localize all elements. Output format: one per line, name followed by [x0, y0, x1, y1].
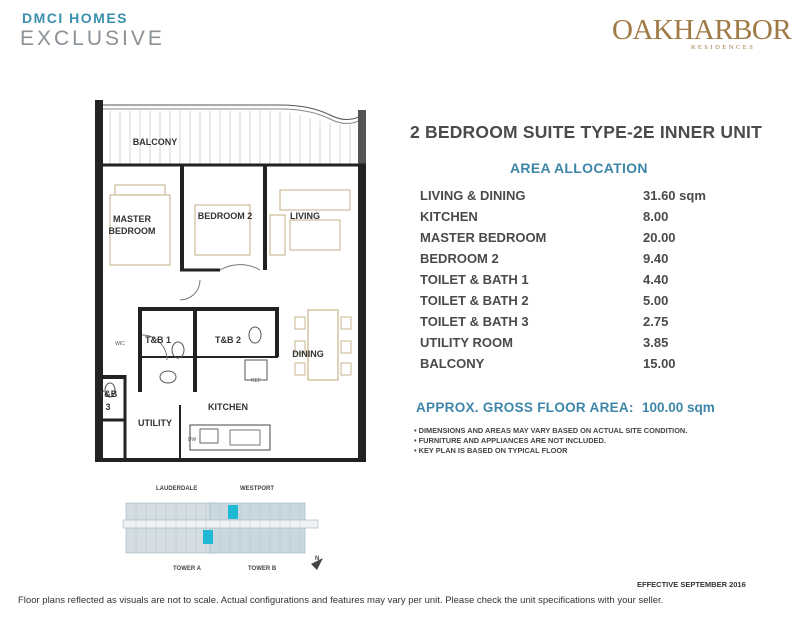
key-plan-highlight-lower — [203, 530, 213, 544]
area-row — [420, 209, 780, 230]
area-allocation-heading: AREA ALLOCATION — [510, 160, 648, 176]
area-value: 2.75 — [643, 314, 669, 329]
key-plan-lauderdale: LAUDERDALE — [156, 486, 198, 492]
area-label: LIVING & DINING — [420, 188, 526, 203]
area-row — [420, 335, 780, 356]
room-label-wic: WIC — [115, 341, 125, 347]
room-label-tb2: T&B 2 — [214, 335, 242, 345]
room-label-tb1: T&B 1 — [144, 335, 172, 345]
gross-floor-area-value: 100.00 sqm — [642, 400, 715, 415]
area-value: 3.85 — [643, 335, 669, 350]
area-row — [420, 356, 780, 377]
area-value: 5.00 — [643, 293, 669, 308]
key-plan-highlight-upper — [228, 505, 238, 519]
area-value: 8.00 — [643, 209, 669, 224]
disclaimer: Floor plans reflected as visuals are not to scale. Actual configurations and features may vary per unit. Please check the unit specifications with your seller. — [18, 595, 664, 606]
room-label-balcony: BALCONY — [132, 137, 178, 147]
room-label-dining: DINING — [292, 349, 324, 359]
note-furniture: • FURNITURE AND APPLIANCES ARE NOT INCLUDED. — [414, 436, 606, 445]
area-label: TOILET & BATH 1 — [420, 272, 529, 287]
area-row — [420, 314, 780, 335]
area-value: 4.40 — [643, 272, 669, 287]
floor-plan — [80, 95, 380, 465]
key-plan-tower-b: TOWER B — [248, 566, 277, 572]
gross-floor-area-label: APPROX. GROSS FLOOR AREA: — [416, 400, 634, 415]
key-plan-tower-a: TOWER A — [173, 566, 201, 572]
area-label: MASTER BEDROOM — [420, 230, 547, 245]
key-plan-westport: WESTPORT — [240, 486, 274, 492]
area-label: BEDROOM 2 — [420, 251, 499, 266]
north-label: N — [315, 556, 320, 562]
area-value: 15.00 — [643, 356, 676, 371]
area-value: 31.60 sqm — [643, 188, 706, 203]
area-value: 20.00 — [643, 230, 676, 245]
area-label: KITCHEN — [420, 209, 478, 224]
note-dimensions: • DIMENSIONS AND AREAS MAY VARY BASED ON ACTUAL SITE CONDITION. — [414, 426, 688, 435]
area-row — [420, 188, 780, 209]
area-label: TOILET & BATH 3 — [420, 314, 529, 329]
room-label-dw: DW — [187, 437, 197, 443]
key-plan — [118, 478, 338, 578]
room-label-ref: REF — [251, 378, 261, 384]
room-label-bedroom: BEDROOM — [108, 226, 156, 236]
room-label-bedroom2: BEDROOM 2 — [197, 211, 253, 221]
unit-title: 2 BEDROOM SUITE TYPE-2E INNER UNIT — [410, 122, 762, 142]
room-label-kitchen: KITCHEN — [208, 402, 248, 412]
room-label-tb3: T&B — [98, 389, 118, 399]
area-row — [420, 230, 780, 251]
developer-name: DMCI HOMES — [22, 10, 128, 26]
area-row — [420, 272, 780, 293]
room-label-utility: UTILITY — [138, 418, 172, 428]
area-value: 9.40 — [643, 251, 669, 266]
room-label-tb3-num: 3 — [105, 402, 111, 412]
developer-exclusive: EXCLUSIVE — [20, 27, 165, 50]
area-row — [420, 293, 780, 314]
note-key-plan: • KEY PLAN IS BASED ON TYPICAL FLOOR — [414, 446, 568, 455]
area-row — [420, 251, 780, 272]
effective-date: EFFECTIVE SEPTEMBER 2016 — [637, 580, 746, 589]
area-label: TOILET & BATH 2 — [420, 293, 529, 308]
room-label-master: MASTER — [113, 214, 151, 224]
project-logo-subtitle: RESIDENCES — [691, 44, 756, 51]
area-label: BALCONY — [420, 356, 485, 371]
project-logo: OAKHARBOR — [612, 14, 792, 46]
room-label-living: LIVING — [289, 211, 321, 221]
area-label: UTILITY ROOM — [420, 335, 513, 350]
